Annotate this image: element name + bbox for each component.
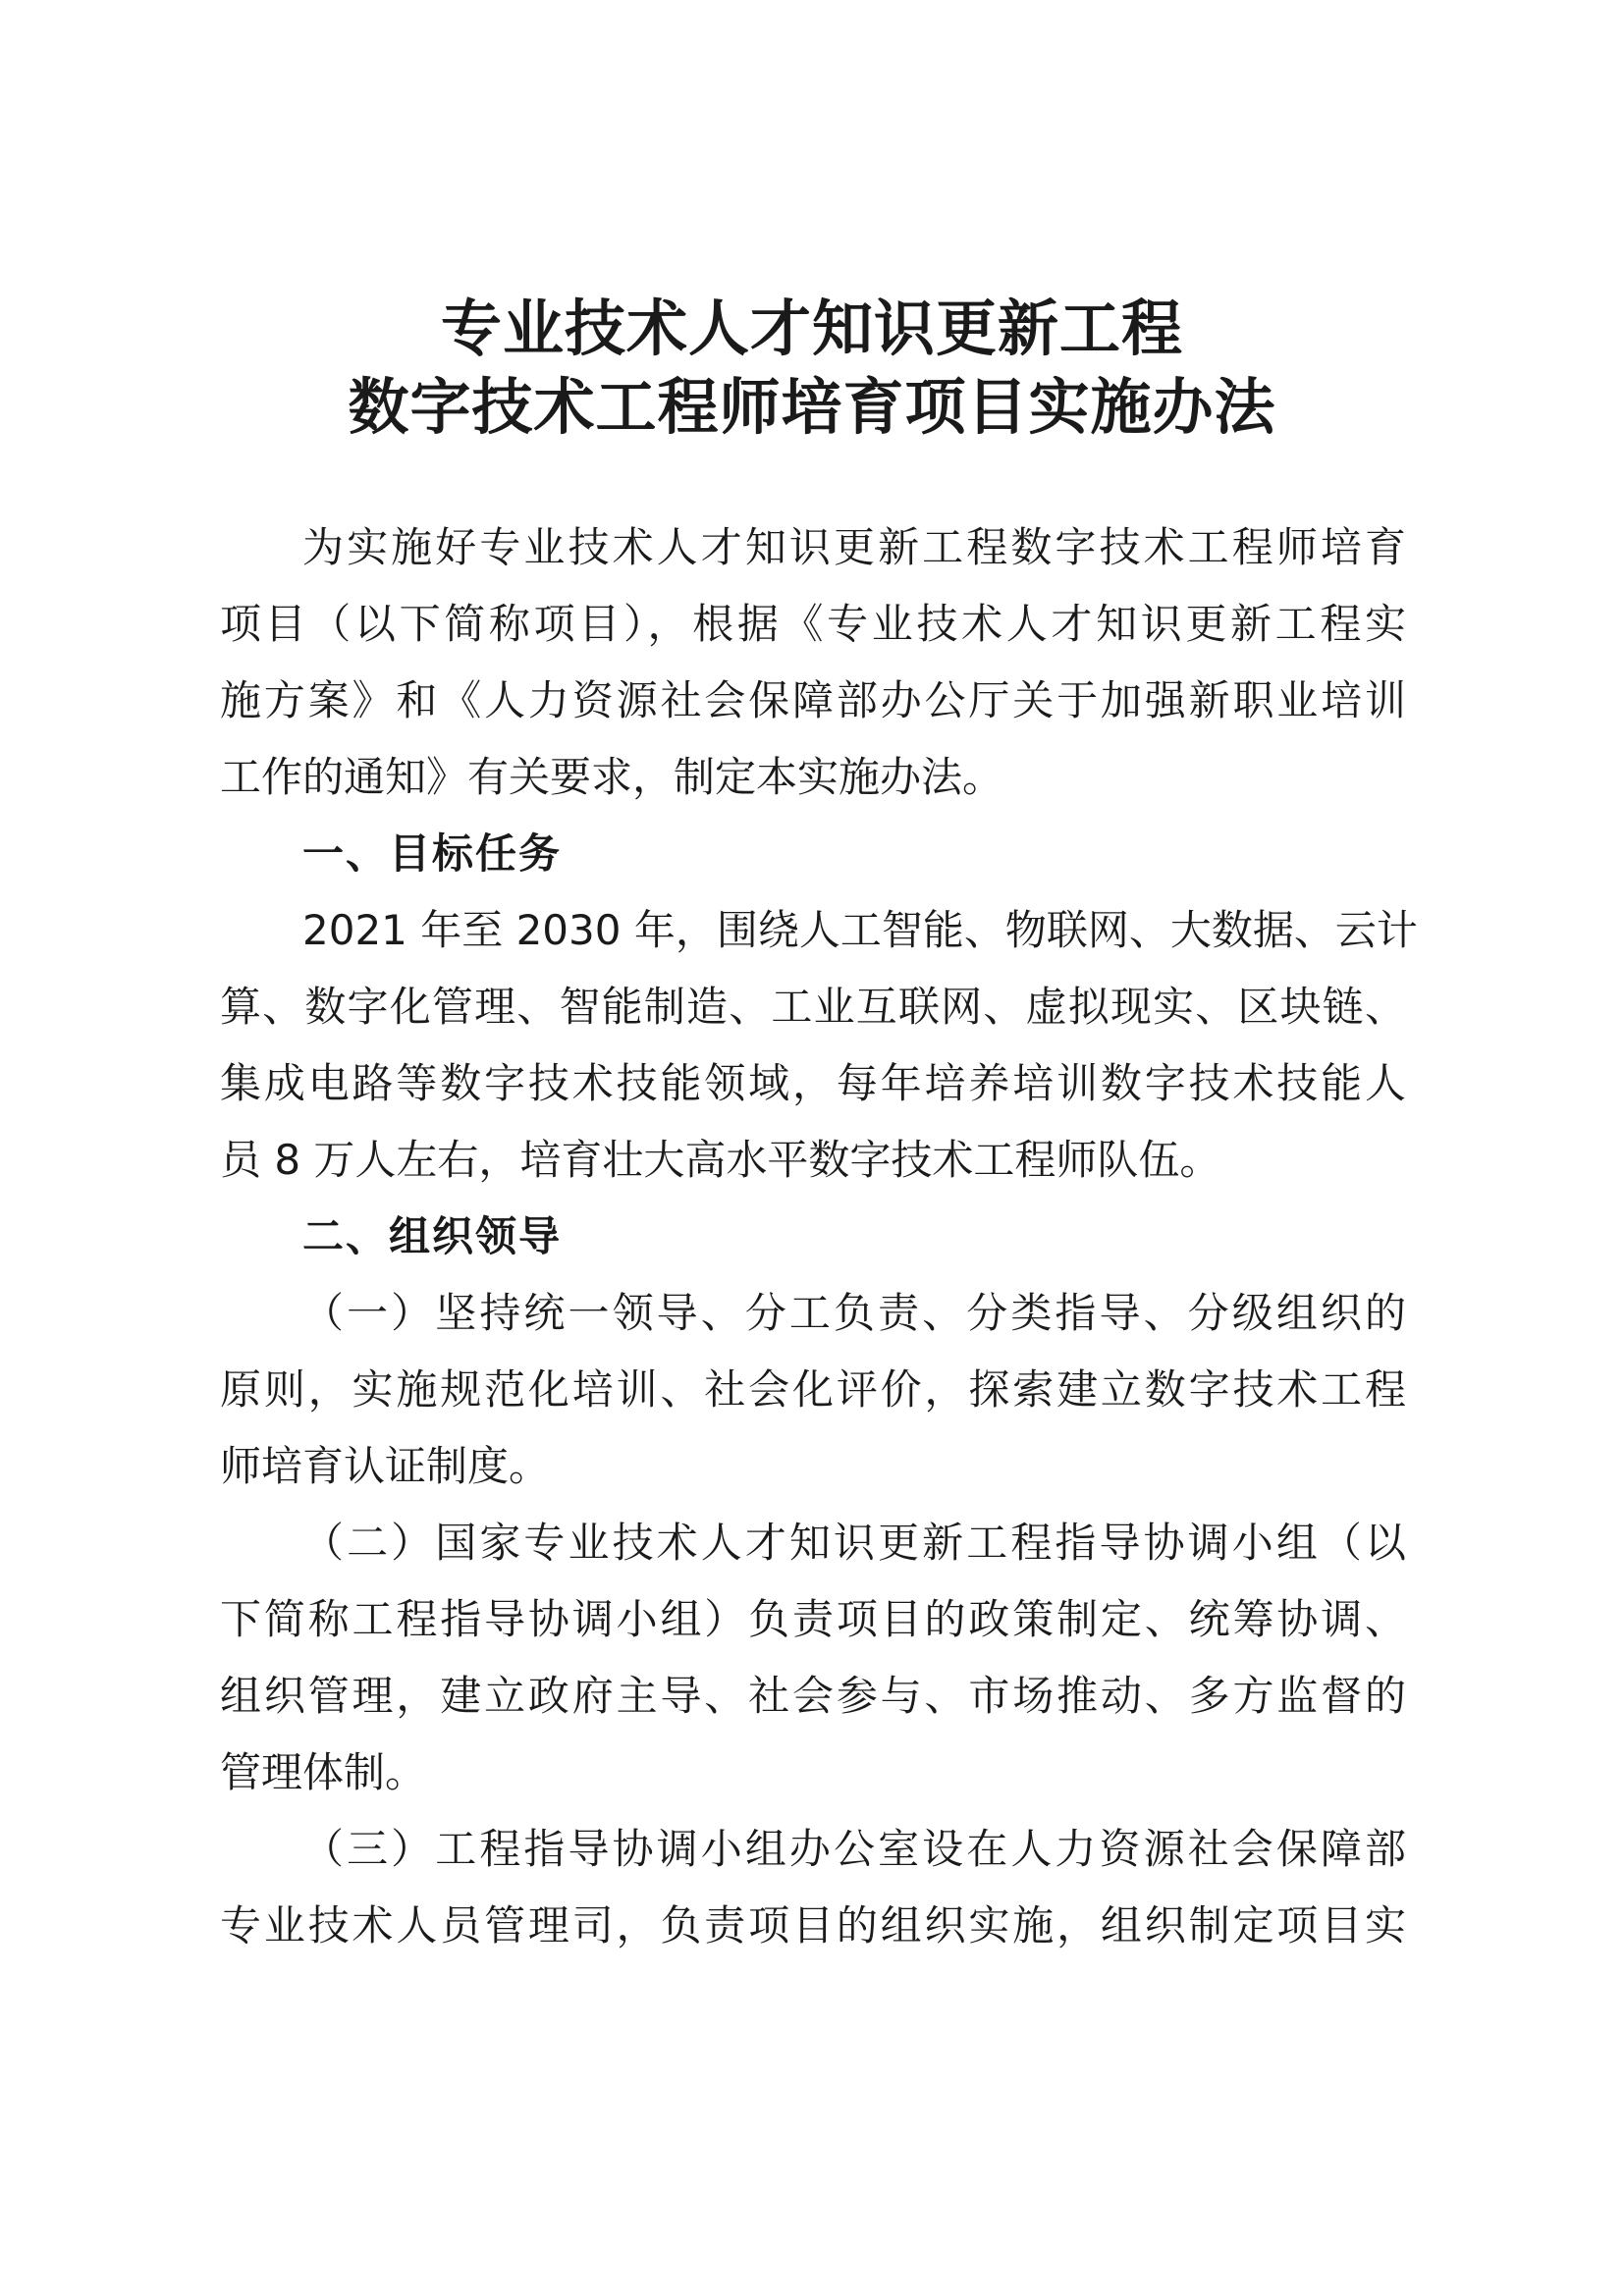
section-2-item-2-line-4: 管理体制。 [220,1748,427,1796]
document-title-line-1: 专业技术人才知识更新工程 [440,293,1183,364]
section-2-item-2-line-3: 组织管理，建立政府主导、社会参与、市场推动、多方监督的 [220,1672,1406,1720]
document-title-line-2: 数字技术工程师培育项目实施办法 [348,371,1276,443]
section-2-heading: 二、组织领导 [302,1212,563,1260]
section-1-line-1: 2021 年至 2030 年，围绕人工智能、物联网、大数据、云计 [302,906,1418,954]
section-2-item-2-line-2: 下简称工程指导协调小组）负责项目的政策制定、统筹协调、 [220,1595,1406,1643]
section-2-item-1-line-1: （一）坚持统一领导、分工负责、分类指导、分级组织的 [302,1289,1406,1337]
section-1-line-4: 员 8 万人左右，培育壮大高水平数字技术工程师队伍。 [220,1136,1221,1184]
intro-line-1: 为实施好专业技术人才知识更新工程数字技术工程师培育 [302,523,1406,571]
intro-line-2: 项目（以下简称项目），根据《专业技术人才知识更新工程实 [220,600,1406,648]
section-2-item-1-line-3: 师培育认证制度。 [220,1442,551,1490]
section-2-item-3-line-2: 专业技术人员管理司，负责项目的组织实施，组织制定项目实 [220,1901,1406,1949]
section-1-line-3: 集成电路等数字技术技能领域，每年培养培训数字技术技能人 [220,1059,1406,1107]
section-2-item-2-line-1: （二）国家专业技术人才知识更新工程指导协调小组（以 [302,1519,1406,1567]
intro-line-3: 施方案》和《人力资源社会保障部办公厅关于加强新职业培训 [220,676,1406,724]
section-1-line-2: 算、数字化管理、智能制造、工业互联网、虚拟现实、区块链、 [220,983,1406,1031]
section-1-heading: 一、目标任务 [302,829,563,878]
intro-line-4: 工作的通知》有关要求，制定本实施办法。 [220,753,1004,801]
section-2-item-3-line-1: （三）工程指导协调小组办公室设在人力资源社会保障部 [302,1825,1406,1873]
section-2-item-1-line-2: 原则，实施规范化培训、社会化评价，探索建立数字技术工程 [220,1365,1406,1414]
